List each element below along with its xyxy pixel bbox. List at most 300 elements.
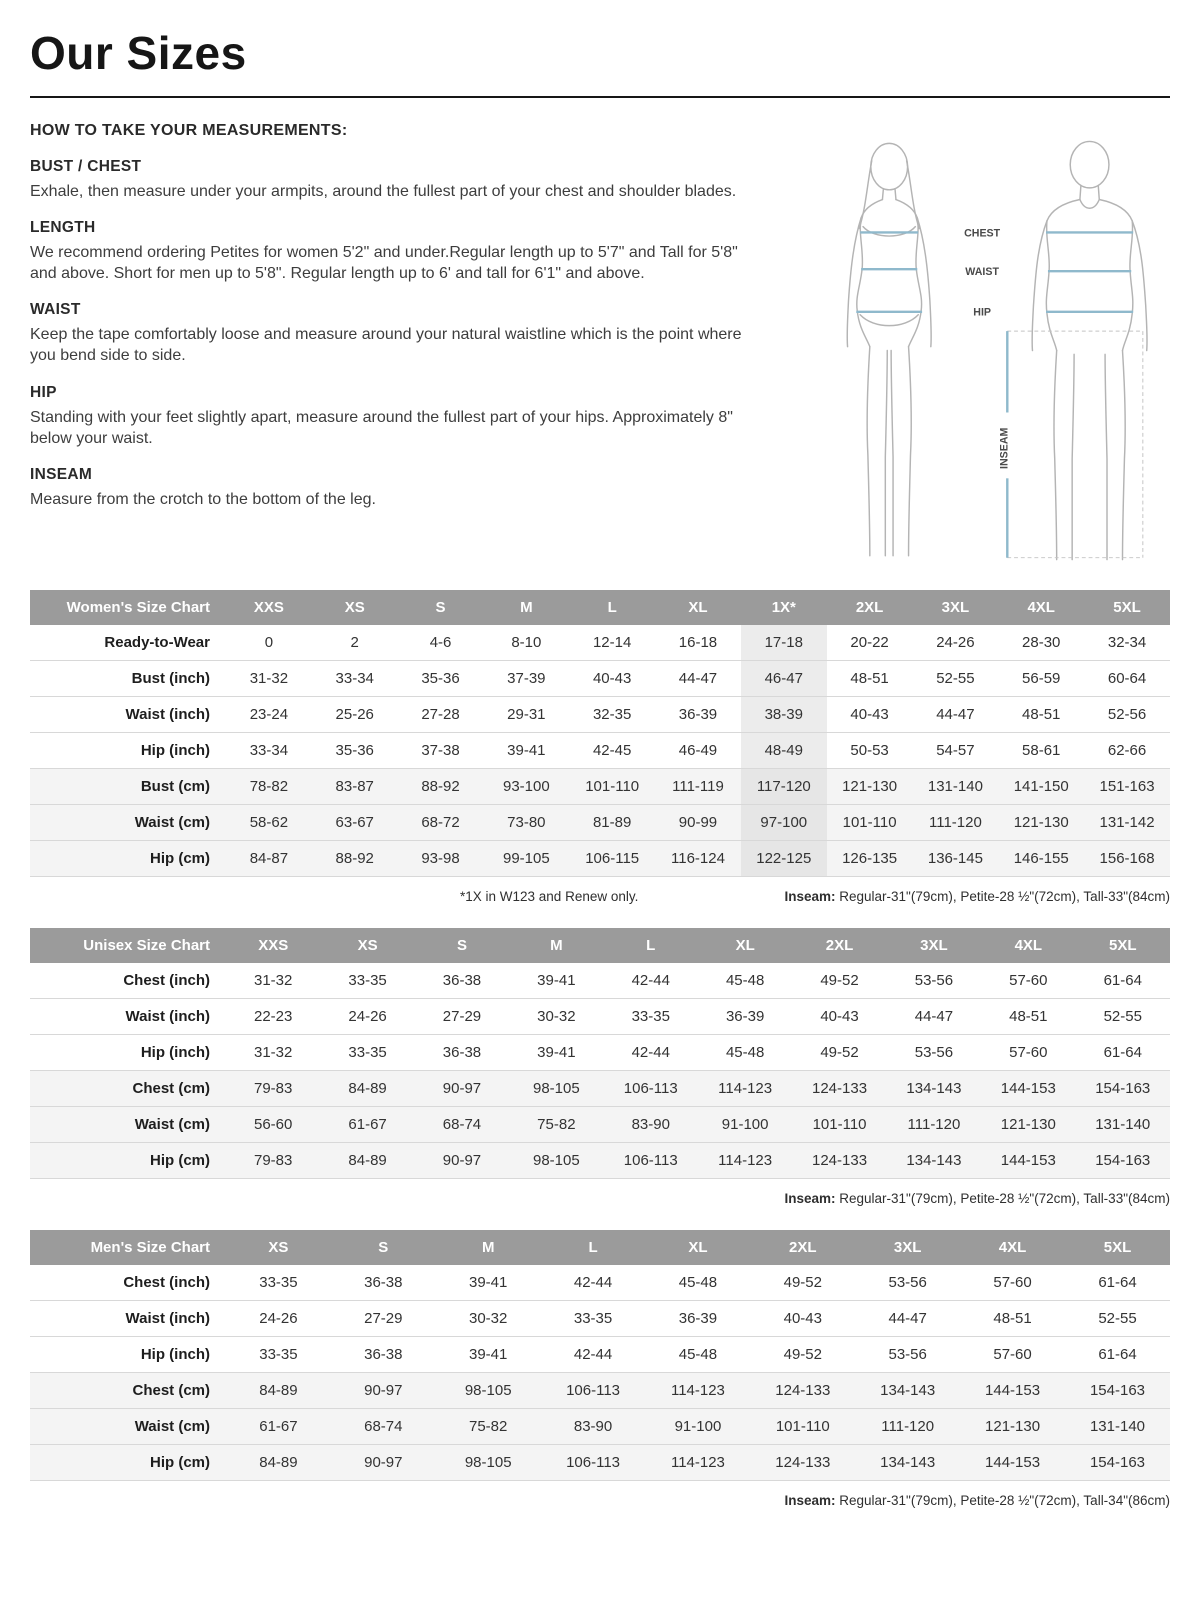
size-value-cell: 134-143 [855,1373,960,1409]
size-value-cell: 106-113 [604,1071,698,1107]
size-value-cell: 33-35 [541,1301,646,1337]
size-value-cell: 17-18 [741,625,827,661]
size-value-cell: 46-49 [655,733,741,769]
table-row [30,1107,1170,1143]
size-value-cell: 31-32 [226,661,312,697]
size-value-cell: 30-32 [436,1301,541,1337]
size-value-cell: 32-35 [569,697,655,733]
page-title: Our Sizes [30,27,247,79]
size-column-header: 2XL [827,590,913,625]
size-value-cell: 56-59 [998,661,1084,697]
male-figure-outline [1032,141,1147,559]
size-value-cell: 121-130 [827,769,913,805]
size-value-cell: 62-66 [1084,733,1170,769]
womens-size-chart [30,590,1170,877]
size-value-cell: 114-123 [646,1373,751,1409]
size-value-cell: 91-100 [698,1107,792,1143]
unisex-inseam-note [784,1191,1170,1206]
size-value-cell: 134-143 [855,1445,960,1481]
size-value-cell: 42-44 [541,1265,646,1301]
size-value-cell: 2 [312,625,398,661]
size-value-cell: 39-41 [436,1337,541,1373]
size-value-cell: 20-22 [827,625,913,661]
size-value-cell: 126-135 [827,841,913,877]
row-label: Hip (inch) [30,733,226,769]
size-column-header: L [569,590,655,625]
size-value-cell: 61-64 [1076,1035,1170,1071]
size-value-cell: 35-36 [312,733,398,769]
measurement-instructions-area [30,122,1170,584]
chest-label: CHEST [964,227,1001,240]
size-value-cell: 56-60 [226,1107,320,1143]
section-hip [30,384,765,449]
size-value-cell: 53-56 [855,1265,960,1301]
table-row [30,769,1170,805]
size-value-cell: 154-163 [1065,1445,1170,1481]
size-value-cell: 44-47 [913,697,999,733]
size-value-cell: 61-67 [320,1107,414,1143]
size-value-cell: 57-60 [981,1035,1075,1071]
table-row [30,999,1170,1035]
size-value-cell: 134-143 [887,1071,981,1107]
size-value-cell: 114-123 [698,1143,792,1179]
size-value-cell: 114-123 [698,1071,792,1107]
size-column-header: 2XL [750,1230,855,1265]
size-value-cell: 54-57 [913,733,999,769]
size-value-cell: 4-6 [398,625,484,661]
section-waist [30,301,765,366]
size-value-cell: 52-55 [913,661,999,697]
size-column-header: 5XL [1065,1230,1170,1265]
size-value-cell: 37-38 [398,733,484,769]
size-value-cell: 24-26 [226,1301,331,1337]
row-label: Waist (inch) [30,1301,226,1337]
size-value-cell: 117-120 [741,769,827,805]
section-bust-chest [30,158,765,202]
size-value-cell: 52-55 [1076,999,1170,1035]
size-column-header: M [483,590,569,625]
measurement-diagram [802,124,1170,579]
size-value-cell: 151-163 [1084,769,1170,805]
size-value-cell: 24-26 [320,999,414,1035]
size-value-cell: 57-60 [960,1265,1065,1301]
size-value-cell: 61-64 [1076,963,1170,999]
table-title: Women's Size Chart [30,590,226,625]
size-value-cell: 79-83 [226,1143,320,1179]
size-column-header: XL [655,590,741,625]
size-value-cell: 48-51 [827,661,913,697]
size-value-cell: 45-48 [698,963,792,999]
size-value-cell: 36-38 [415,1035,509,1071]
row-label: Waist (cm) [30,805,226,841]
table-row [30,1373,1170,1409]
row-label: Hip (inch) [30,1035,226,1071]
size-value-cell: 39-41 [436,1265,541,1301]
unisex-size-chart-block [30,928,1170,1206]
title-divider [30,96,1170,98]
row-label: Hip (cm) [30,1143,226,1179]
size-column-header: 3XL [913,590,999,625]
size-value-cell: 111-119 [655,769,741,805]
size-value-cell: 101-110 [569,769,655,805]
size-value-cell: 32-34 [1084,625,1170,661]
waist-label: WAIST [965,266,999,279]
row-label: Chest (inch) [30,1265,226,1301]
size-value-cell: 42-44 [604,1035,698,1071]
size-value-cell: 121-130 [981,1107,1075,1143]
table-row [30,625,1170,661]
size-value-cell: 106-113 [604,1143,698,1179]
size-column-header: XXS [226,590,312,625]
size-value-cell: 83-87 [312,769,398,805]
size-value-cell: 98-105 [436,1373,541,1409]
size-value-cell: 75-82 [509,1107,603,1143]
table-row [30,1337,1170,1373]
size-value-cell: 23-24 [226,697,312,733]
section-body: Exhale, then measure under your armpits, around the fullest part of your chest and shoulder blades. [30,183,737,200]
size-value-cell: 40-43 [569,661,655,697]
section-title: HIP [30,383,57,401]
size-value-cell: 84-89 [226,1373,331,1409]
size-value-cell: 36-39 [698,999,792,1035]
section-body: We recommend ordering Petites for women 5'2" and under.Regular length up to 5'7" and Tall for 5'8" and above. Short for men up to 5'8". Regular length up to 6' and tall for 6'1" and above. [30,244,738,283]
size-value-cell: 29-31 [483,697,569,733]
womens-size-chart-block [30,590,1170,904]
size-value-cell: 22-23 [226,999,320,1035]
row-label: Bust (cm) [30,769,226,805]
size-value-cell: 57-60 [960,1337,1065,1373]
size-value-cell: 61-64 [1065,1337,1170,1373]
size-value-cell: 114-123 [646,1445,751,1481]
size-value-cell: 61-67 [226,1409,331,1445]
size-value-cell: 36-38 [331,1265,436,1301]
size-value-cell: 49-52 [750,1265,855,1301]
size-value-cell: 93-98 [398,841,484,877]
size-value-cell: 25-26 [312,697,398,733]
hip-label: HIP [973,306,991,319]
size-value-cell: 144-153 [960,1445,1065,1481]
size-value-cell: 49-52 [792,963,886,999]
size-value-cell: 50-53 [827,733,913,769]
inseam-label: INSEAM [998,427,1011,469]
size-value-cell: 61-64 [1065,1265,1170,1301]
size-value-cell: 124-133 [750,1445,855,1481]
inseam-note-text: Regular-31"(79cm), Petite-28 ½"(72cm), Tall-33"(84cm) [835,889,1170,904]
size-value-cell: 90-97 [415,1071,509,1107]
size-value-cell: 131-140 [913,769,999,805]
size-value-cell: 45-48 [646,1265,751,1301]
section-title: BUST / CHEST [30,158,142,175]
section-body: Standing with your feet slightly apart, measure around the fullest part of your hips. Approximately 8" below your waist. [30,408,733,447]
row-label: Waist (inch) [30,999,226,1035]
size-value-cell: 39-41 [483,733,569,769]
size-value-cell: 79-83 [226,1071,320,1107]
size-value-cell: 111-120 [913,805,999,841]
female-figure-outline [847,143,931,555]
inseam-note-label: Inseam: [784,1191,836,1206]
size-value-cell: 144-153 [981,1071,1075,1107]
size-value-cell: 68-74 [415,1107,509,1143]
size-value-cell: 131-140 [1065,1409,1170,1445]
size-value-cell: 60-64 [1084,661,1170,697]
size-value-cell: 63-67 [312,805,398,841]
measurement-diagram-wrap [802,122,1170,584]
size-value-cell: 101-110 [827,805,913,841]
size-value-cell: 53-56 [887,1035,981,1071]
size-column-header: S [398,590,484,625]
row-label: Chest (inch) [30,963,226,999]
size-column-header: 4XL [998,590,1084,625]
size-value-cell: 78-82 [226,769,312,805]
size-value-cell: 81-89 [569,805,655,841]
size-value-cell: 27-29 [331,1301,436,1337]
row-label: Waist (cm) [30,1409,226,1445]
size-column-header: L [541,1230,646,1265]
section-length [30,219,765,284]
inseam-note-label: Inseam: [784,1493,836,1508]
size-value-cell: 144-153 [960,1373,1065,1409]
size-value-cell: 144-153 [981,1143,1075,1179]
table-row [30,697,1170,733]
womens-chart-notes [30,889,1170,904]
size-value-cell: 146-155 [998,841,1084,877]
measurement-lines [856,232,1133,557]
size-value-cell: 45-48 [698,1035,792,1071]
size-value-cell: 33-34 [312,661,398,697]
inseam-note-text: Regular-31"(79cm), Petite-28 ½"(72cm), Tall-33"(84cm) [835,1191,1170,1206]
size-value-cell: 98-105 [436,1445,541,1481]
size-value-cell: 98-105 [509,1071,603,1107]
size-value-cell: 93-100 [483,769,569,805]
size-value-cell: 36-39 [655,697,741,733]
size-value-cell: 88-92 [312,841,398,877]
size-value-cell: 44-47 [887,999,981,1035]
size-value-cell: 154-163 [1076,1071,1170,1107]
measurement-instructions [30,122,775,527]
size-value-cell: 68-72 [398,805,484,841]
size-value-cell: 33-35 [320,1035,414,1071]
size-value-cell: 121-130 [998,805,1084,841]
size-column-header: 4XL [981,928,1075,963]
size-column-header: XL [698,928,792,963]
size-value-cell: 88-92 [398,769,484,805]
mens-inseam-note [784,1493,1170,1508]
row-label: Waist (inch) [30,697,226,733]
section-inseam [30,466,765,510]
size-value-cell: 33-35 [226,1265,331,1301]
size-value-cell: 134-143 [887,1143,981,1179]
table-row [30,963,1170,999]
size-column-header: M [509,928,603,963]
row-label: Hip (cm) [30,841,226,877]
size-column-header: XS [320,928,414,963]
size-column-header: XL [646,1230,751,1265]
row-label: Ready-to-Wear [30,625,226,661]
size-value-cell: 156-168 [1084,841,1170,877]
size-value-cell: 90-97 [415,1143,509,1179]
table-row [30,661,1170,697]
size-value-cell: 49-52 [792,1035,886,1071]
size-value-cell: 0 [226,625,312,661]
size-value-cell: 33-35 [320,963,414,999]
size-column-header: 3XL [887,928,981,963]
mens-chart-notes [30,1493,1170,1508]
size-value-cell: 84-87 [226,841,312,877]
size-value-cell: 73-80 [483,805,569,841]
size-value-cell: 52-56 [1084,697,1170,733]
size-value-cell: 38-39 [741,697,827,733]
how-to-heading: HOW TO TAKE YOUR MEASUREMENTS: [30,122,348,139]
size-value-cell: 101-110 [750,1409,855,1445]
row-label: Bust (inch) [30,661,226,697]
size-column-header: S [331,1230,436,1265]
size-value-cell: 90-97 [331,1445,436,1481]
size-value-cell: 27-29 [415,999,509,1035]
size-value-cell: 90-97 [331,1373,436,1409]
table-row [30,1265,1170,1301]
size-value-cell: 141-150 [998,769,1084,805]
section-title: WAIST [30,301,81,319]
size-value-cell: 58-62 [226,805,312,841]
size-value-cell: 121-130 [960,1409,1065,1445]
size-value-cell: 90-99 [655,805,741,841]
size-value-cell: 106-115 [569,841,655,877]
size-value-cell: 98-105 [509,1143,603,1179]
size-value-cell: 48-51 [981,999,1075,1035]
size-value-cell: 44-47 [855,1301,960,1337]
size-value-cell: 111-120 [855,1409,960,1445]
size-value-cell: 42-45 [569,733,655,769]
size-value-cell: 49-52 [750,1337,855,1373]
table-row [30,1035,1170,1071]
size-value-cell: 33-35 [604,999,698,1035]
size-value-cell: 84-89 [320,1071,414,1107]
size-value-cell: 68-74 [331,1409,436,1445]
size-column-header: 2XL [792,928,886,963]
section-body: Keep the tape comfortably loose and measure around your natural waistline which is the point where you bend side to side. [30,326,742,365]
size-value-cell: 45-48 [646,1337,751,1373]
table-row [30,733,1170,769]
size-value-cell: 27-28 [398,697,484,733]
size-value-cell: 75-82 [436,1409,541,1445]
size-value-cell: 124-133 [792,1143,886,1179]
size-value-cell: 31-32 [226,963,320,999]
size-column-header: 5XL [1076,928,1170,963]
size-value-cell: 8-10 [483,625,569,661]
table-row [30,1143,1170,1179]
womens-footnote: *1X in W123 and Renew only. [460,889,639,904]
size-value-cell: 36-39 [646,1301,751,1337]
unisex-chart-notes [30,1191,1170,1206]
section-title: LENGTH [30,219,96,237]
size-column-header: 5XL [1084,590,1170,625]
size-value-cell: 42-44 [541,1337,646,1373]
size-value-cell: 124-133 [792,1071,886,1107]
size-value-cell: 106-113 [541,1373,646,1409]
size-value-cell: 48-49 [741,733,827,769]
size-value-cell: 39-41 [509,1035,603,1071]
size-value-cell: 46-47 [741,661,827,697]
size-value-cell: 30-32 [509,999,603,1035]
size-value-cell: 57-60 [981,963,1075,999]
size-value-cell: 16-18 [655,625,741,661]
size-value-cell: 106-113 [541,1445,646,1481]
size-value-cell: 36-38 [415,963,509,999]
size-column-header: XS [226,1230,331,1265]
size-value-cell: 84-89 [226,1445,331,1481]
size-value-cell: 37-39 [483,661,569,697]
size-column-header: S [415,928,509,963]
inseam-note-text: Regular-31"(79cm), Petite-28 ½"(72cm), Tall-34"(86cm) [835,1493,1170,1508]
size-value-cell: 91-100 [646,1409,751,1445]
row-label: Hip (cm) [30,1445,226,1481]
size-value-cell: 28-30 [998,625,1084,661]
size-value-cell: 31-32 [226,1035,320,1071]
inseam-note-label: Inseam: [784,889,836,904]
mens-size-chart-block [30,1230,1170,1508]
size-value-cell: 83-90 [541,1409,646,1445]
size-value-cell: 122-125 [741,841,827,877]
size-value-cell: 111-120 [887,1107,981,1143]
size-value-cell: 36-38 [331,1337,436,1373]
size-value-cell: 39-41 [509,963,603,999]
row-label: Hip (inch) [30,1337,226,1373]
size-value-cell: 58-61 [998,733,1084,769]
size-column-header: 3XL [855,1230,960,1265]
size-value-cell: 116-124 [655,841,741,877]
table-row [30,841,1170,877]
size-value-cell: 42-44 [604,963,698,999]
section-title: INSEAM [30,465,93,483]
size-value-cell: 35-36 [398,661,484,697]
size-column-header: XS [312,590,398,625]
section-body: Measure from the crotch to the bottom of the leg. [30,490,376,508]
size-value-cell: 154-163 [1065,1373,1170,1409]
size-column-header: 1X* [741,590,827,625]
table-row [30,805,1170,841]
size-value-cell: 33-34 [226,733,312,769]
size-value-cell: 48-51 [960,1301,1065,1337]
size-value-cell: 12-14 [569,625,655,661]
row-label: Waist (cm) [30,1107,226,1143]
size-value-cell: 53-56 [887,963,981,999]
size-value-cell: 40-43 [827,697,913,733]
size-value-cell: 101-110 [792,1107,886,1143]
table-row [30,1409,1170,1445]
size-value-cell: 154-163 [1076,1143,1170,1179]
mens-size-chart [30,1230,1170,1481]
size-value-cell: 83-90 [604,1107,698,1143]
size-value-cell: 48-51 [998,697,1084,733]
row-label: Chest (cm) [30,1373,226,1409]
size-value-cell: 124-133 [750,1373,855,1409]
size-value-cell: 52-55 [1065,1301,1170,1337]
size-value-cell: 131-142 [1084,805,1170,841]
size-value-cell: 136-145 [913,841,999,877]
table-title: Men's Size Chart [30,1230,226,1265]
womens-inseam-note [784,889,1170,904]
size-value-cell: 40-43 [750,1301,855,1337]
size-value-cell: 99-105 [483,841,569,877]
size-column-header: 4XL [960,1230,1065,1265]
table-row [30,1445,1170,1481]
size-column-header: M [436,1230,541,1265]
size-value-cell: 40-43 [792,999,886,1035]
table-row [30,1301,1170,1337]
table-title: Unisex Size Chart [30,928,226,963]
table-row [30,1071,1170,1107]
size-value-cell: 44-47 [655,661,741,697]
